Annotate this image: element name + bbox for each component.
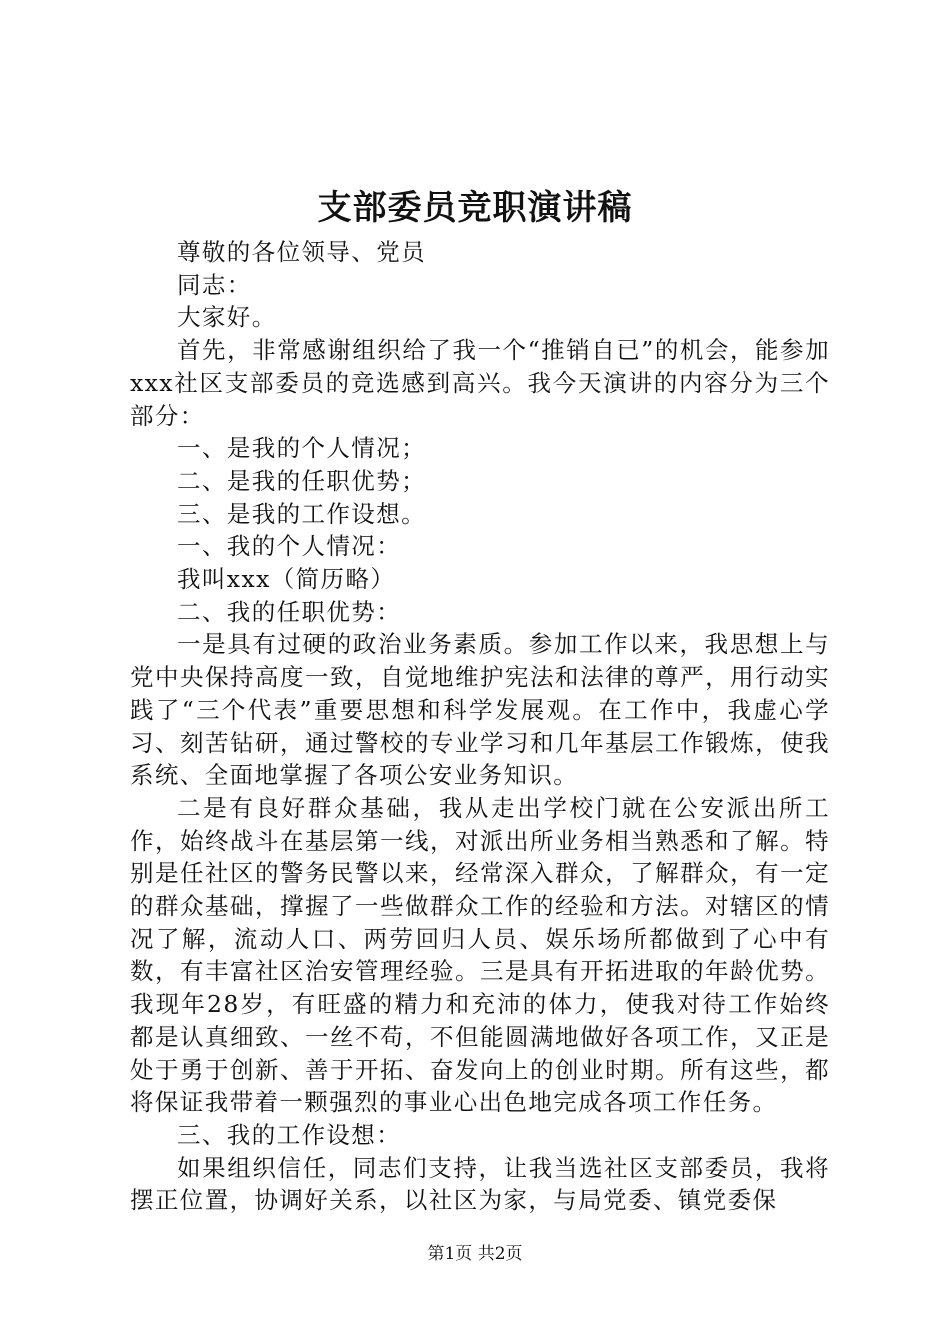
document-title: 支部委员竞职演讲稿	[317, 188, 633, 228]
paragraph-personal: 我叫xxx（简历略）	[177, 565, 396, 594]
paragraph-advantage-1: 一是具有过硬的政治业务素质。参加工作以来，我思想上与党中央保持高度一致，自觉地维护宪法和法律的尊严，用行动实践了“三个代表”重要思想和科学发展观。在工作中，我虚心学习、刻苦钻研，通过警校的专业学习和几年基层工作锻炼，使我系统、全面地掌握了各项公安业务知识。	[130, 630, 830, 790]
outline-item-1: 一、是我的个人情况；	[177, 434, 426, 463]
outline-item-2: 二、是我的任职优势；	[177, 466, 426, 495]
greeting: 大家好。	[177, 303, 277, 332]
section-heading-3: 三、我的工作设想：	[177, 1120, 402, 1149]
document-body	[130, 236, 830, 1217]
section-heading-1: 一、我的个人情况：	[177, 532, 402, 561]
section-heading-2: 二、我的任职优势：	[177, 597, 402, 626]
paragraph-plan: 如果组织信任，同志们支持，让我当选社区支部委员，我将摆正位置，协调好关系，以社区为家，与局党委、镇党委保	[130, 1153, 830, 1215]
paragraph-advantage-2: 二是有良好群众基础，我从走出学校门就在公安派出所工作，始终战斗在基层第一线，对派出所业务相当熟悉和了解。特别是任社区的警务民警以来，经常深入群众，了解群众，有一定的群众基础，撑握了一些做群众工作的经验和方法。对辖区的情况了解，流动人口、两劳回归人员、娱乐场所都做到了心中有数，有丰富社区治安管理经验。三是具有开拓进取的年龄优势。我现年28岁，有旺盛的精力和充沛的体力，使我对待工作始终都是认真细致、一丝不苟，不但能圆满地做好各项工作，又正是处于勇于创新、善于开拓、奋发向上的创业时期。所有这些，都将保证我带着一颗强烈的事业心出色地完成各项工作任务。	[130, 793, 830, 1117]
salutation-line-2: 同志：	[177, 270, 252, 299]
outline-item-3: 三、是我的工作设想。	[177, 499, 426, 528]
salutation-line-1: 尊敬的各位领导、党员	[177, 238, 426, 266]
paragraph-intro: 首先，非常感谢组织给了我一个“推销自已”的机会，能参加xxx社区支部委员的竞选感到高兴。我今天演讲的内容分为三个部分：	[130, 336, 830, 430]
page-footer: 第1页 共2页	[427, 1244, 523, 1264]
